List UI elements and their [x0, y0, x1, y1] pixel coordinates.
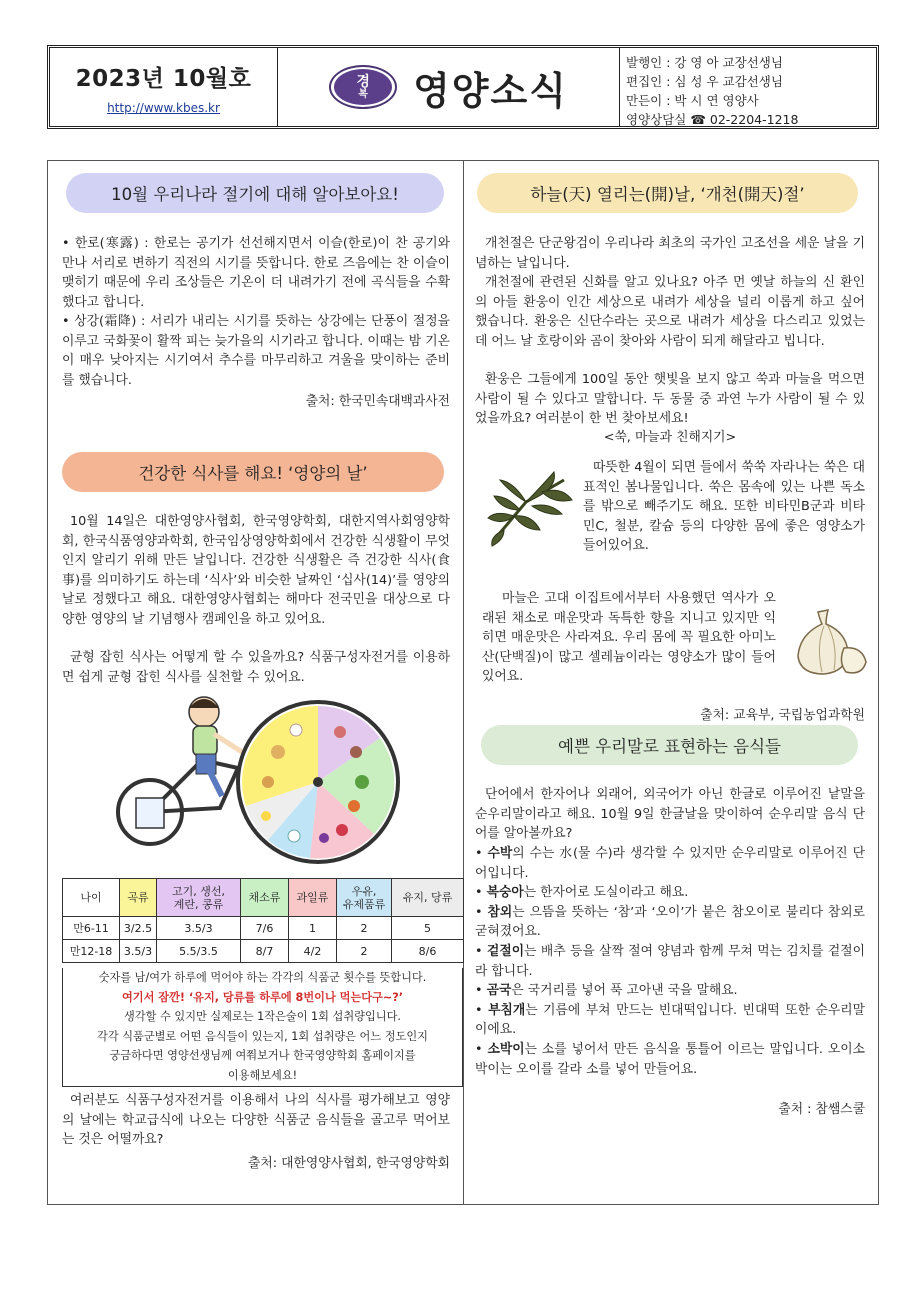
- nutrition-day-paragraph-1: 10월 14일은 대한영양사협회, 한국영양학회, 대한지역사회영양학회, 한국식품영양과학회, 한국임상영양학회에서 건강한 식생활이 무엇인지 알리기 위해 만든 날입니다. 건강한 식생활은 즉 건강한 식사(食事)를 의미하기도 하는데 ‘식사’와 비슷한 날짜인 ‘십사(14)’를 영양의 날로 정했다고 해요. 대한영양사협회는 해마다 전국민을 대상으로 다양한 영양의 날 기념행사 캠페인을 하고 있어요.: [62, 514, 450, 627]
- table-cell: 2: [337, 940, 392, 963]
- solar-terms-hanro: • 한로(寒露) : 한로는 공기가 선선해지면서 이슬(한로)이 찬 공기와 만나 서리로 변하기 직전의 시기를 뜻합니다. 한로 즈음에는 찬 이슬이 맺히기 때문에 우리 조상들은 기온이 더 내려가기 전에 곡식들을 수확했다고 합니다.: [62, 236, 450, 310]
- list-item: • 복숭아는 한자어로 도실이라고 해요.: [475, 885, 689, 901]
- staff-contact: 영양상담실 ☎ 02-2204-1218: [626, 112, 799, 127]
- gaecheon-heading: 하늘(天) 열리는(開)날, ‘개천(開天)절’: [477, 173, 858, 213]
- gaecheon-source: 출처: 교육부, 국립농업과학원: [700, 708, 865, 723]
- word-term: 소박이: [487, 1041, 525, 1057]
- table-cell: 8/6: [392, 940, 464, 963]
- table-note-3: 각각 식품군별로 어떤 음식들이 있는지, 1회 섭취량은 어느 정도인지: [97, 1029, 428, 1043]
- issue-cell: [50, 48, 278, 126]
- table-cell: 만12-18: [63, 940, 120, 963]
- staff-cell: [620, 48, 876, 126]
- list-item: • 수박의 수는 水(물 수)라 생각할 수 있지만 순우리말로 이루어진 단어입니다.: [475, 846, 865, 881]
- words-intro: 단어에서 한자어나 외래어, 외국어가 아닌 한글로 이루어진 낱말을 순우리말이라고 해요. 10월 9일 한글날을 맞이하여 순우리말 음식 단어를 알아볼까요?: [475, 787, 865, 842]
- mugwort-illustration: [484, 470, 576, 548]
- word-desc: 는 한자어로 도실이라고 해요.: [523, 885, 689, 901]
- table-row: [63, 917, 464, 940]
- table-cell: 7/6: [241, 917, 289, 940]
- table-note-4: 궁금하다면 영양선생님께 여쭤보거나 한국영양학회 홈페이지를: [109, 1049, 416, 1062]
- list-item: • 곰국은 국거리를 넣어 푹 고아낸 국을 말해요.: [475, 983, 738, 999]
- word-term: 복숭아: [486, 885, 524, 901]
- list-item: • 소박이는 소를 넣어서 만든 음식을 통틀어 이르는 말입니다. 오이소박이는 오이를 갈라 소를 넣어 만들어요.: [475, 1041, 865, 1077]
- word-term: 참외: [487, 904, 513, 920]
- table-cell: 5.5/3.5: [157, 940, 241, 963]
- header-oil-sugar: 유지, 당류: [392, 879, 464, 917]
- nutrition-table: [62, 878, 464, 963]
- word-desc: 는 으뜸을 뜻하는 ‘참’과 ‘오이’가 붙은 참오이로 불리다 참외로 굳혀졌어요.: [475, 904, 865, 940]
- food-bicycle-illustration: [110, 690, 400, 870]
- table-note-highlight: 여기서 잠깐! ‘유지, 당류를 하루에 8번이나 먹는다구~?’: [121, 990, 403, 1004]
- list-item: • 참외는 으뜸을 뜻하는 ‘참’과 ‘오이’가 붙은 참오이로 불리다 참외로 굳혀졌어요.: [475, 904, 865, 940]
- header-milk: 우유, 유제품류: [337, 879, 392, 917]
- header-fruit: 과일류: [289, 879, 337, 917]
- table-cell: 8/7: [241, 940, 289, 963]
- title-cell: [278, 48, 620, 126]
- staff-author: 만든이 : 박 시 연 영양사: [626, 93, 759, 108]
- list-item: • 부침개는 기름에 부쳐 만드는 빈대떡입니다. 빈대떡 또한 순우리말이에요.: [475, 1002, 865, 1038]
- table-cell: 5: [392, 917, 464, 940]
- staff-editor: 편집인 : 심 성 우 교감선생님: [626, 74, 783, 89]
- table-cell: 3/2.5: [120, 917, 157, 940]
- table-note-box: [62, 968, 463, 1087]
- word-desc: 는 소를 넣어서 만든 음식을 통틀어 이르는 말입니다. 오이소박이는 오이를 갈라 소를 넣어 만들어요.: [475, 1041, 865, 1077]
- table-header-row: [63, 879, 464, 917]
- gaecheon-paragraph-2: 개천절에 관련된 신화를 알고 있나요? 아주 먼 옛날 하늘의 신 환인의 아들 환웅이 인간 세상으로 내려가 세상을 널리 이롭게 하고 싶어 했습니다. 환웅은 신단수라는 곳으로 내려가 세상을 다스리고 있었는데 어느 날 호랑이와 곰이 찾아와 사람이 되게 해달라고 빕니다.: [475, 275, 865, 349]
- nutrition-day-heading: 건강한 식사를 해요! ‘영양의 날’: [62, 452, 444, 492]
- mugwort-paragraph: 따뜻한 4월이 되면 들에서 쑥쑥 자라나는 쑥은 대표적인 봄나물입니다. 쑥은 몸속에 있는 나쁜 독소를 밖으로 빼주기도 해요. 또한 비타민B군과 비타민C, 철분, 칼슘 등의 다양한 몸에 좋은 영양소가 들어있어요.: [583, 460, 865, 554]
- table-cell: 2: [337, 917, 392, 940]
- table-cell: 1: [289, 917, 337, 940]
- newsletter-title: 영양소식: [413, 68, 568, 113]
- word-term: 부침개: [488, 1002, 526, 1018]
- word-term: 곰국: [486, 983, 512, 999]
- table-cell: 만6-11: [63, 917, 120, 940]
- nutrition-day-paragraph-3: 여러분도 식품구성자전거를 이용해서 나의 식사를 평가해보고 영양의 날에는 학교급식에 나오는 다양한 식품군 음식들을 골고루 먹어보는 것은 어떨까요?: [62, 1093, 450, 1148]
- list-item: • 겉절이는 배추 등을 살짝 절여 양념과 함께 무쳐 먹는 김치를 겉절이라 합니다.: [475, 943, 865, 979]
- gaecheon-paragraph-1: 개천절은 단군왕검이 우리나라 최초의 국가인 고조선을 세운 날을 기념하는 날입니다.: [475, 236, 865, 271]
- word-desc: 는 배추 등을 살짝 절여 양념과 함께 무쳐 먹는 김치를 겉절이라 합니다.: [475, 943, 865, 979]
- word-desc: 의 수는 水(물 수)라 생각할 수 있지만 순우리말로 이루어진 단어입니다.: [475, 846, 865, 881]
- gaecheon-paragraph-3: 환웅은 그들에게 100일 동안 햇빛을 보지 않고 쑥과 마늘을 먹으면 사람이 될 수 있다고 말합니다. 두 동물 중 과연 누가 사람이 될 수 있었을까요? 여러분이 한 번 찾아보세요!: [475, 372, 865, 427]
- table-cell: 4/2: [289, 940, 337, 963]
- school-url-link[interactable]: http://www.kbes.kr: [107, 100, 220, 115]
- word-desc: 은 국거리를 넣어 푹 고아낸 국을 말해요.: [511, 983, 738, 999]
- nutrition-day-paragraph-2: 균형 잡힌 식사는 어떻게 할 수 있을까요? 식품구성자전거를 이용하면 쉽게 균형 잡힌 식사를 실천할 수 있어요.: [62, 650, 450, 685]
- school-logo: [329, 65, 397, 109]
- nutrition-day-source: 출처: 대한영양사협회, 한국영양학회: [248, 1156, 450, 1171]
- column-divider: [463, 160, 464, 1205]
- words-list: [475, 844, 865, 1079]
- solar-terms-source: 출처: 한국민속대백과사전: [305, 394, 450, 409]
- garlic-illustration: [790, 606, 870, 678]
- header-meat: 고기, 생선, 계란, 콩류: [157, 879, 241, 917]
- words-heading: 예쁜 우리말로 표현하는 음식들: [481, 725, 858, 765]
- word-desc: 는 기름에 부쳐 만드는 빈대떡입니다. 빈대떡 또한 순우리말이에요.: [475, 1002, 865, 1038]
- solar-terms-heading: 10월 우리나라 절기에 대해 알아보아요!: [66, 173, 444, 213]
- solar-terms-sanggang: • 상강(霜降) : 서리가 내리는 시기를 뜻하는 상강에는 단풍이 절정을 이루고 국화꽃이 활짝 피는 늦가을의 시기라고 합니다. 이때는 밤 기온이 매우 낮아지는 시기여서 추수를 마무리하고 겨울을 맞이하는 준비를 했습니다.: [62, 314, 450, 388]
- header-vegetable: 채소류: [241, 879, 289, 917]
- word-term: 수박: [487, 846, 513, 861]
- table-row: [63, 940, 464, 963]
- logo-bottom-char: 복: [358, 88, 368, 100]
- issue-title: 2023년 10월호: [75, 65, 252, 92]
- word-term: 겉절이: [486, 943, 525, 959]
- header-grain: 곡류: [120, 879, 157, 917]
- table-note-2: 생각할 수 있지만 실제로는 1작은술이 1회 섭취량입니다.: [124, 1010, 401, 1023]
- newsletter-header: [47, 45, 879, 129]
- logo-top-char: 경: [356, 73, 370, 90]
- words-source: 출처 : 참쌤스쿨: [778, 1102, 865, 1117]
- table-cell: 3.5/3: [120, 940, 157, 963]
- header-age: 나이: [63, 879, 120, 917]
- garlic-paragraph: 마늘은 고대 이집트에서부터 사용했던 역사가 오래된 채소로 매운맛과 독특한 향을 지니고 있지만 익히면 매운맛은 사라져요. 우리 몸에 꼭 필요한 아미노산(단백질)이 많고 셀레늄이라는 영양소가 많이 들어있어요.: [482, 591, 776, 685]
- table-note-5: 이용해보세요!: [227, 1068, 298, 1082]
- gaecheon-subheading: <쑥, 마늘과 친해지기>: [603, 430, 737, 445]
- table-note-1: 숫자를 남/여가 하루에 먹어야 하는 각각의 식품군 횟수를 뜻합니다.: [98, 971, 427, 984]
- table-cell: 3.5/3: [157, 917, 241, 940]
- staff-publisher: 발행인 : 강 영 아 교장선생님: [626, 55, 783, 70]
